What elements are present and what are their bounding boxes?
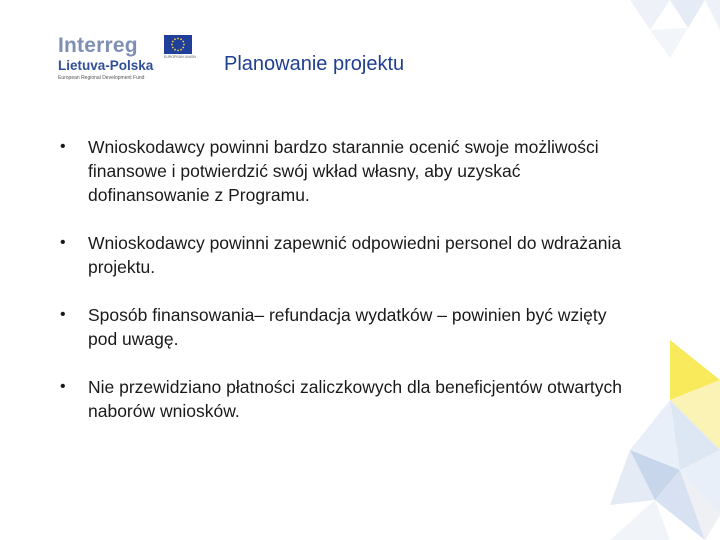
bullet-item: [60, 231, 640, 279]
bullet-marker: •: [60, 378, 66, 395]
logo-program-name: Lietuva-Polska: [58, 58, 154, 73]
bullet-text: Wnioskodawcy powinni bardzo starannie ocenić swoje możliwości finansowe i potwierdzić swój wkład własny, aby uzyskać dofinansowanie z Programu.: [88, 137, 599, 205]
bullet-text: Sposób finansowania– refundacja wydatków – powinien być wzięty pod uwagę.: [88, 305, 607, 349]
bullet-item: [60, 135, 640, 207]
eu-stars: [164, 35, 192, 54]
logo-wordmark: Interreg: [58, 34, 138, 57]
bullet-marker: •: [60, 234, 66, 251]
bullet-list: [60, 135, 640, 423]
interreg-logo: [58, 34, 198, 84]
eu-caption: EUROPEAN UNION: [164, 55, 196, 59]
bullet-marker: •: [60, 306, 66, 323]
eu-flag-icon: [164, 35, 192, 54]
slide-title: Planowanie projektu: [224, 53, 405, 75]
logo-fund-name: European Regional Development Fund: [58, 75, 145, 81]
triangle-pattern-bottom-icon: [610, 340, 720, 540]
bullet-text: Wnioskodawcy powinni zapewnić odpowiedni personel do wdrażania projektu.: [88, 233, 622, 277]
triangle-pattern-top-icon: [610, 0, 720, 60]
bullet-item: [60, 303, 640, 351]
bullet-text: Nie przewidziano płatności zaliczkowych dla beneficjentów otwartych naborów wniosków.: [88, 377, 623, 421]
bullet-item: [60, 375, 640, 423]
bullet-marker: •: [60, 138, 66, 155]
